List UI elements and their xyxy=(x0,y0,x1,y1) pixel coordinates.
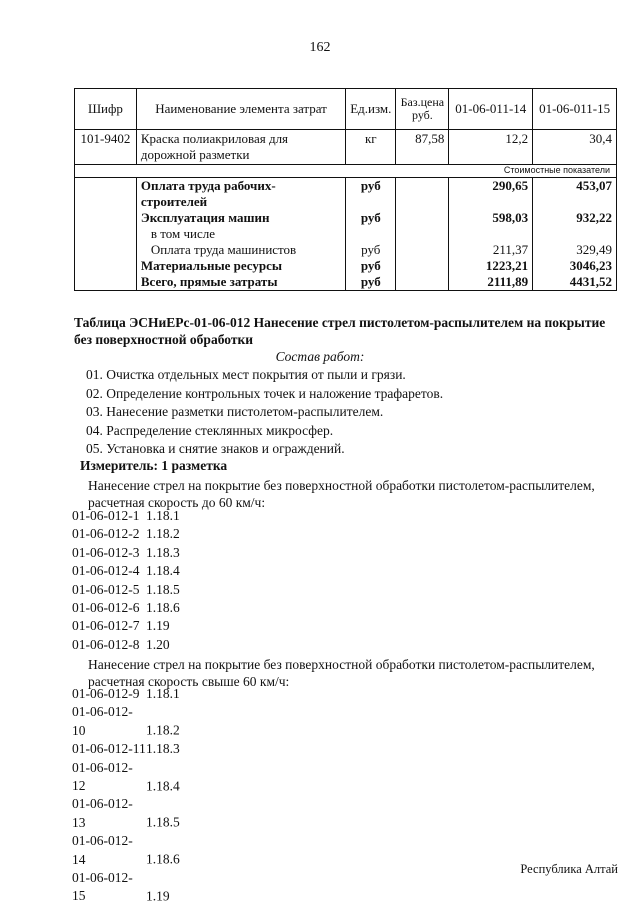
ref: 1.18.3 xyxy=(146,741,180,757)
summary-unit: руб xyxy=(346,274,396,291)
ref: 1.18.2 xyxy=(146,526,180,542)
header-unit: Ед.изм. xyxy=(346,89,396,130)
summary-row xyxy=(75,210,617,226)
summary-label: Эксплуатация машин xyxy=(136,210,345,226)
header-col1: 01-06-011-14 xyxy=(449,89,533,130)
summary-row xyxy=(75,274,617,291)
header-name: Наименование элемента затрат xyxy=(136,89,345,130)
summary-unit: руб xyxy=(346,242,396,258)
code-row xyxy=(72,581,180,599)
ref: 1.18.1 xyxy=(146,686,180,701)
code-row xyxy=(72,617,180,635)
summary-label: Оплата труда рабочих-строителей xyxy=(136,178,345,211)
material-code: 101-9402 xyxy=(75,130,137,165)
cost-table xyxy=(74,88,617,291)
code-row xyxy=(72,544,180,562)
material-price: 87,58 xyxy=(396,130,449,165)
summary-label: Всего, прямые затраты xyxy=(136,274,345,291)
ref: 1.19 xyxy=(146,618,170,634)
summary-v2: 932,22 xyxy=(533,210,617,226)
work-item: 02. Определение контрольных точек и наложение трафаретов. xyxy=(86,385,444,401)
code-row xyxy=(72,525,180,543)
material-name: Краска полиакриловая для дорожной разметки xyxy=(136,130,345,165)
code-row xyxy=(72,740,180,758)
code: 01-06-012-4 xyxy=(72,563,140,579)
composition-heading: Состав работ: xyxy=(275,349,365,364)
code-row xyxy=(72,562,180,580)
metrics-label: Стоимостные показатели xyxy=(75,165,617,178)
summary-unit: руб xyxy=(346,258,396,274)
summary-row xyxy=(75,226,617,242)
summary-label: в том числе xyxy=(136,226,345,242)
work-list xyxy=(86,366,443,459)
summary-row xyxy=(75,258,617,274)
metrics-label-row xyxy=(75,165,617,178)
summary-v1: 598,03 xyxy=(449,210,533,226)
ref: 1.18.6 xyxy=(146,600,180,616)
ref: 1.20 xyxy=(146,636,170,652)
code: 01-06-012-15 xyxy=(72,870,133,904)
summary-row xyxy=(75,178,617,211)
material-unit: кг xyxy=(346,130,396,165)
summary-row xyxy=(75,242,617,258)
ref: 1.19 xyxy=(146,888,170,904)
code: 01-06-012-14 xyxy=(72,833,133,867)
code: 01-06-012-11 xyxy=(72,741,146,757)
group1-description: Нанесение стрел на покрытие без поверхностной обработки пистолетом-распылителем, расчетная скорость до 60 км/ч: xyxy=(88,478,595,510)
ref: 1.18.6 xyxy=(146,851,180,867)
header-code: Шифр xyxy=(75,89,137,130)
code: 01-06-012-5 xyxy=(72,581,140,597)
material-v2: 30,4 xyxy=(533,130,617,165)
code: 01-06-012-3 xyxy=(72,544,140,560)
ref: 1.18.1 xyxy=(146,508,180,523)
code: 01-06-012-8 xyxy=(72,636,140,652)
summary-v1: 2111,89 xyxy=(449,274,533,291)
work-item: 01. Очистка отдельных мест покрытия от пыли и грязи. xyxy=(86,367,406,382)
code-row xyxy=(72,869,180,906)
summary-label: Материальные ресурсы xyxy=(136,258,345,274)
table-header-row xyxy=(75,89,617,130)
code-row xyxy=(72,832,180,869)
header-col2: 01-06-011-15 xyxy=(533,89,617,130)
summary-v1: 1223,21 xyxy=(449,258,533,274)
code: 01-06-012-7 xyxy=(72,618,140,634)
ref: 1.18.5 xyxy=(146,814,180,830)
group2-code-list xyxy=(72,685,180,906)
code-row xyxy=(72,599,180,617)
ref: 1.18.2 xyxy=(146,722,180,738)
summary-v2: 453,07 xyxy=(533,178,617,211)
summary-label: Оплата труда машинистов xyxy=(136,242,345,258)
ref: 1.18.4 xyxy=(146,778,180,794)
page-number: 162 xyxy=(309,40,331,55)
meter-label: Измеритель: 1 разметка xyxy=(80,458,228,473)
code: 01-06-012-2 xyxy=(72,526,140,542)
code: 01-06-012-9 xyxy=(72,686,140,701)
code: 01-06-012-1 xyxy=(72,508,140,523)
summary-v2: 3046,23 xyxy=(533,258,617,274)
code-row xyxy=(72,703,180,740)
group2-description: Нанесение стрел на покрытие без поверхностной обработки пистолетом-распылителем, расчетная скорость свыше 60 км/ч: xyxy=(88,657,595,689)
code-row xyxy=(72,507,180,525)
header-unit-price: Баз.цена руб. xyxy=(396,89,449,130)
material-row xyxy=(75,130,617,165)
code-row xyxy=(72,636,180,654)
code: 01-06-012-13 xyxy=(72,796,133,830)
code: 01-06-012-6 xyxy=(72,600,140,616)
code-row xyxy=(72,685,180,703)
summary-v2: 329,49 xyxy=(533,242,617,258)
material-v1: 12,2 xyxy=(449,130,533,165)
code: 01-06-012-12 xyxy=(72,759,133,794)
work-item: 05. Установка и снятие знаков и ограждений. xyxy=(86,441,345,456)
region-footer: Республика Алтай xyxy=(520,862,618,876)
work-item: 04. Распределение стеклянных микросфер. xyxy=(86,422,334,438)
group1-code-list xyxy=(72,507,180,654)
summary-v1: 290,65 xyxy=(449,178,533,211)
summary-unit: руб xyxy=(346,178,396,211)
ref: 1.18.3 xyxy=(146,544,180,560)
code: 01-06-012-10 xyxy=(72,704,133,738)
ref: 1.18.5 xyxy=(146,581,180,597)
code-row xyxy=(72,759,180,796)
code-row xyxy=(72,795,180,832)
table-title: Таблица ЭСНиЕРс-01-06-012 Нанесение стрел пистолетом-распылителем на покрытие без поверхностной обработки xyxy=(74,315,606,347)
summary-v1: 211,37 xyxy=(449,242,533,258)
work-item: 03. Нанесение разметки пистолетом-распылителем. xyxy=(86,404,384,419)
ref: 1.18.4 xyxy=(146,563,180,579)
summary-unit: руб xyxy=(346,210,396,226)
summary-v2: 4431,52 xyxy=(533,274,617,291)
